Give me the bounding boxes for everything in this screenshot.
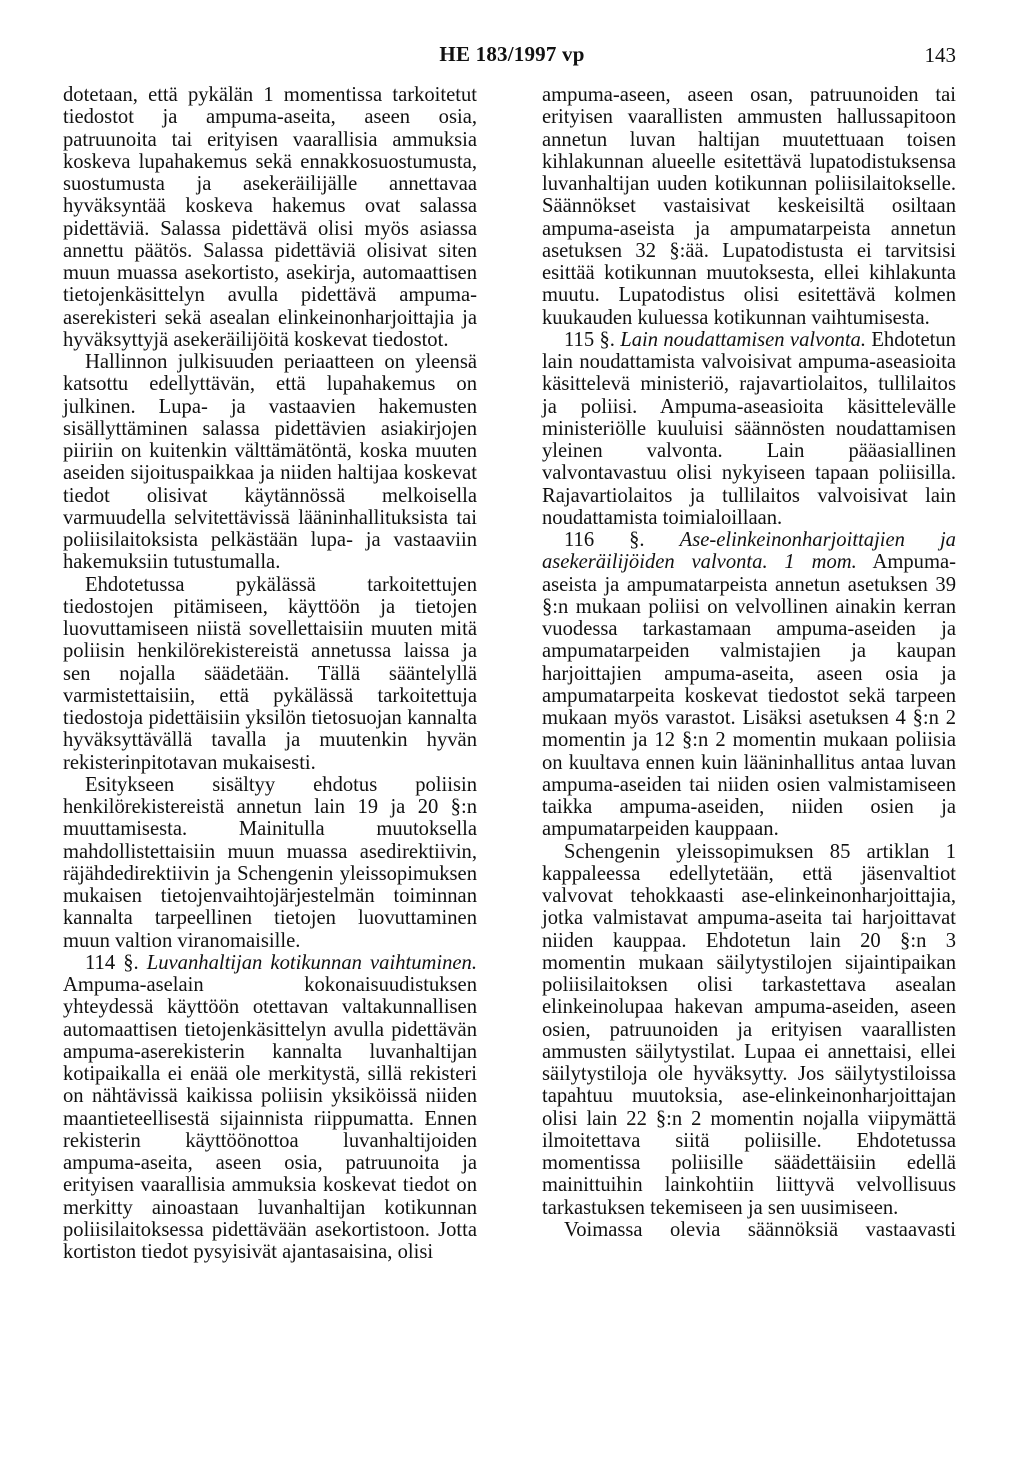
- paragraph: dotetaan, että pykälän 1 momentissa tarkoitetut tiedostot ja ampuma-aseita, aseen osia, patruunoita tai erityisen vaarallisia ammuksia koskeva lupahakemus sekä ennakkosuostumusta, suostumusta ja asekeräilijälle annettavaa hyväksyntää koskeva hakemus ovat salassa pidettäviä. Salassa pidettävä olisi myös asiassa annettu päätös. Salassa pidettäviä olisivat siten muun muassa asekortisto, asekirja, automaattisen tietojenkäsittelyn avulla pidettävä ampuma-aserekisteri sekä asealan elinkeinonharjoittajia ja hyväksyttyjä asekeräilijöitä koskevat tiedostot.: [63, 84, 477, 351]
- section-paragraph: [542, 329, 956, 529]
- section-heading: Lain noudattamisen valvonta.: [620, 328, 866, 351]
- section-body: Ehdotetun lain noudattamista valvoisivat ampuma-aseasioita käsittelevä ministeriö, rajavartiolaitos, tullilaitos ja poliisi. Ampuma-aseasioita käsittelevälle ministeriölle kuuluisi säännösten noudattamisen yleinen valvonta. Lain pääasiallinen valvontavastuu olisi nykyiseen tapaan poliisilla. Rajavartiolaitos ja tullilaitos valvoisivat lain noudattamista toimialoillaan.: [542, 328, 956, 529]
- section-body: Ampuma-aseista ja ampumatarpeista annetun asetuksen 39 §:n mukaan poliisi on velvollinen ainakin kerran vuodessa tarkastamaan ampuma-aseiden ja ampumatarpeiden valmistajien ja kaupan harjoittajien ampuma-aseita, aseen osia ja ampumatarpeita koskevat tiedostot sekä tarpeen mukaan myös varastot. Lisäksi asetuksen 4 §:n 2 momentin ja 12 §:n 2 momentin mukaan poliisia on kuultava ennen kuin lääninhallitus antaa luvan ampuma-aseiden tai niiden osien valmistamiseen taikka ampuma-aseiden, niiden osien ja ampumatarpeiden kauppaan.: [542, 551, 956, 841]
- section-number: 115 §.: [564, 328, 615, 351]
- paragraph: Ehdotetussa pykälässä tarkoitettujen tiedostojen pitämiseen, käyttöön ja tietojen luovuttamiseen niistä sovellettaisiin muuten mitä poliisin henkilörekistereistä annetussa laissa ja sen nojalla säädetään. Tällä sääntelyllä varmistettaisiin, että pykälässä tarkoitettuja tiedostoja pidettäisiin yksilön tietosuojan kannalta hyväksyttävällä tavalla ja muutenkin hyvän rekisterinpitotavan mukaisesti.: [63, 573, 477, 774]
- right-column: [542, 84, 956, 1241]
- running-title: HE 183/1997 vp: [439, 42, 585, 66]
- left-column: [63, 84, 477, 1263]
- paragraph: Schengenin yleissopimuksen 85 artiklan 1 kappaleessa edellytetään, että jäsenvaltiot valvovat tehokkaasti ase-elinkeinonharjoittajia, jotka valmistavat ampuma-aseita tai harjoittavat niiden kauppaa. Ehdotetun lain 20 §:n 3 momentin mukaan säilytystilojen sijaintipaikan poliisilaitoksen olisi tarkastettava asealan elinkeinolupaa hakevan ampuma-aseiden, aseen osien, patruunoiden ja erityisen vaarallisten ammusten säilytystilat. Lupaa ei annettaisi, ellei säilytystiloja ole hyväksytty. Jos säilytystiloissa tapahtuu muutoksia, ase-elinkeinonharjoittajan olisi lain 22 §:n 2 momentin nojalla viipymättä ilmoitettava siitä poliisille. Ehdotetussa momentissa poliisille säädettäisiin edellä mainittuihin lainkohtiin liittyvä velvollisuus tarkastuksen tekemiseen ja sen uusimiseen.: [542, 840, 956, 1219]
- section-paragraph: [63, 952, 477, 1264]
- paragraph: ampuma-aseen, aseen osan, patruunoiden tai erityisen vaarallisten ammusten hallussapitoon annetun luvan haltijan muutettuaan toisen kihlakunnan alueelle esitettävä lupatodistuksensa luvanhaltijan uuden kotikunnan poliisilaitokselle. Säännökset vastaisivat keskeisiltä osiltaan ampuma-aseista ja ampumatarpeista annetun asetuksen 32 §:ää. Lupatodistusta ei tarvitsisi esittää kotikunnan muutoksesta, ellei kihlakunta muutu. Lupatodistus olisi esitettävä kolmen kuukauden kuluessa kotikunnan vaihtumisesta.: [542, 84, 956, 329]
- section-paragraph: [542, 529, 956, 841]
- page-number: 143: [924, 43, 956, 67]
- paragraph: Esitykseen sisältyy ehdotus poliisin henkilörekistereistä annetun lain 19 ja 20 §:n muuttamisesta. Mainitulla muutoksella mahdollistettaisiin muun muassa asedirektiivin, räjähdedirektiivin ja Schengenin yleissopimuksen mukaisen tietojenvaihtojärjestelmän toiminnan kannalta tarpeellinen tietojen luovuttaminen muun valtion viranomaisille.: [63, 773, 477, 952]
- section-number: 116 §.: [564, 529, 645, 551]
- section-body: Ampuma-aselain kokonaisuudistuksen yhteydessä käyttöön otettavan valtakunnallisen automaattisen tietojenkäsittelyn avulla pidettävän ampuma-aserekisterin kannalta luvanhaltijan kotipaikalla ei enää ole merkitystä, sillä rekisteri on nähtävissä kaikissa poliisin yksiköissä niiden maantieteellisestä sijainnista riippumatta. Ennen rekisterin käyttöönottoa luvanhaltijoiden ampuma-aseita, aseen osia, patruunoita ja erityisen vaarallisia ammuksia koskevat tiedot on merkitty ainoastaan luvanhaltijan kotikunnan poliisilaitoksessa pidettävään asekortistoon. Jotta kortiston tiedot pysyisivät ajantasaisina, olisi: [63, 974, 477, 1263]
- paragraph: Voimassa olevia säännöksiä vastaavasti: [564, 1218, 956, 1241]
- section-number: 114 §.: [85, 951, 139, 974]
- section-heading: Luvanhaltijan kotikunnan vaihtuminen.: [146, 951, 477, 974]
- paragraph: Hallinnon julkisuuden periaatteen on yleensä katsottu edellyttävän, että lupahakemus on julkinen. Lupa- ja vastaavien hakemusten sisällyttäminen salassa pidettävien asiakirjojen piiriin on kuitenkin välttämätöntä, koska muuten aseiden sijoituspaikkaa ja niiden haltijaa koskevat tiedot olisivat käytännössä melkoisella varmuudella selvitettävissä lääninhallituksista tai poliisilaitoksista pelkästään lupa- ja vastaaviin hakemuksiin tutustumalla.: [63, 351, 477, 574]
- section-heading: Ase-elinkeinonharjoittajien ja asekeräilijöiden valvonta. 1 mom.: [542, 529, 956, 574]
